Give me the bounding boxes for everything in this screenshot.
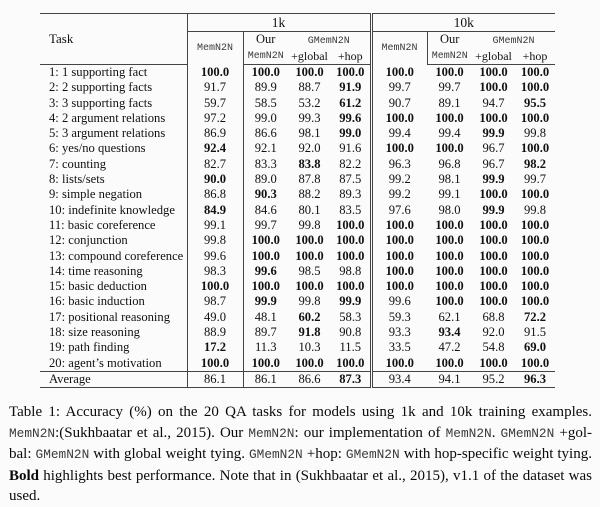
model-name-text: GMemN2N [35, 447, 90, 462]
value-cell: 93.4 [438, 325, 461, 340]
value-cell: 100.0 [371, 233, 427, 248]
value-cell: 100.0 [479, 217, 508, 232]
value-cell: 91.5 [523, 325, 547, 340]
results-table [40, 13, 555, 388]
value-cell: 90.8 [331, 325, 371, 340]
value-cell: 99.8 [523, 126, 547, 141]
value-cell: 96.7 [482, 156, 505, 171]
table-row [40, 218, 555, 233]
average-row [40, 371, 555, 387]
task-cell: 12: conjunction [40, 233, 187, 248]
value-cell: 87.8 [298, 172, 321, 187]
task-cell: 8: lists/sets [40, 172, 187, 187]
value-cell: 96.3 [515, 371, 555, 387]
value-cell: 99.7 [523, 172, 547, 187]
task-cell: 5: 3 argument relations [40, 126, 187, 141]
value-cell: 99.6 [331, 111, 371, 126]
value-cell: 98.8 [331, 264, 371, 279]
value-cell: 100.0 [435, 355, 464, 370]
value-cell: 99.1 [187, 218, 243, 233]
value-cell: 100.0 [295, 279, 324, 294]
caption-text: : our implementation of [294, 424, 446, 441]
value-cell: 99.8 [298, 294, 321, 309]
value-cell: 98.0 [438, 202, 461, 217]
value-cell: 88.9 [187, 325, 243, 340]
value-cell: 99.9 [482, 202, 505, 217]
value-cell: 99.7 [254, 217, 277, 232]
value-cell: 93.3 [371, 325, 427, 340]
value-cell: 92.0 [482, 325, 505, 340]
value-cell: 100.0 [187, 65, 243, 81]
value-cell: 86.1 [187, 371, 243, 387]
value-cell: 54.8 [482, 340, 505, 355]
column-header-hop-1k: +hop [331, 48, 371, 65]
task-cell: 11: basic coreference [40, 218, 187, 233]
value-cell: 86.6 [288, 371, 331, 387]
column-header-gmemn2n-1k: GMemN2N [288, 32, 371, 49]
table-row [40, 203, 555, 218]
value-cell: 97.6 [371, 203, 427, 218]
value-cell: 99.9 [482, 172, 505, 187]
value-cell: 100.0 [371, 218, 427, 233]
value-cell: 89.7 [254, 325, 277, 340]
value-cell: 61.2 [331, 96, 371, 111]
header-row-groups [40, 14, 555, 32]
value-cell: 96.8 [438, 156, 461, 171]
caption-line [9, 423, 592, 445]
value-cell: 100.0 [295, 248, 324, 263]
value-cell: 100.0 [479, 110, 508, 125]
value-cell: 98.5 [298, 263, 321, 278]
caption-line [9, 402, 592, 423]
value-cell: 100.0 [371, 141, 427, 156]
table-row [40, 141, 555, 156]
value-cell: 99.8 [298, 217, 321, 232]
task-cell: 19: path finding [40, 340, 187, 355]
value-cell: 99.3 [298, 110, 321, 125]
value-cell: 98.1 [298, 126, 321, 141]
table-row [40, 126, 555, 141]
value-cell: 83.5 [331, 203, 371, 218]
value-cell: 96.7 [482, 141, 505, 156]
table-body [40, 65, 555, 388]
table-row [40, 279, 555, 294]
value-cell: 100.0 [520, 355, 550, 370]
table-row [40, 325, 555, 340]
value-cell: 100.0 [479, 355, 508, 370]
value-cell: 83.8 [298, 156, 321, 171]
column-header-memn2n-10k: MemN2N [371, 32, 427, 65]
value-cell: 100.0 [520, 294, 550, 309]
value-cell: 68.8 [482, 309, 505, 324]
value-cell: 100.0 [187, 356, 243, 372]
value-cell: 100.0 [331, 233, 371, 248]
value-cell: 100.0 [479, 294, 508, 309]
value-cell: 82.7 [187, 157, 243, 172]
task-cell: 14: time reasoning [40, 264, 187, 279]
value-cell: 89.0 [254, 172, 277, 187]
value-cell: 100.0 [251, 248, 280, 263]
value-cell: 49.0 [187, 310, 243, 325]
column-header-global-10k: +global [472, 48, 515, 65]
value-cell: 100.0 [435, 110, 464, 125]
value-cell: 84.9 [187, 203, 243, 218]
value-cell: 100.0 [187, 279, 243, 294]
caption-text: with global weight tying. [89, 446, 249, 462]
value-cell: 86.8 [187, 187, 243, 202]
model-name-text: MemN2N [9, 425, 56, 441]
value-cell: 88.2 [298, 187, 321, 202]
value-cell: 100.0 [331, 249, 371, 264]
value-cell: 80.1 [298, 202, 321, 217]
value-cell: 100.0 [331, 218, 371, 233]
value-cell: 98.1 [438, 172, 461, 187]
table-row [40, 294, 555, 309]
value-cell: 100.0 [479, 263, 508, 278]
column-header-our-sub-1k: MemN2N [243, 48, 288, 65]
value-cell: 47.2 [438, 340, 461, 355]
value-cell: 99.6 [187, 249, 243, 264]
task-cell: 15: basic deduction [40, 279, 187, 294]
task-cell: 7: counting [40, 157, 187, 172]
value-cell: 91.9 [331, 80, 371, 95]
table-row [40, 356, 555, 372]
value-cell: 100.0 [371, 249, 427, 264]
value-cell: 100.0 [479, 80, 508, 95]
value-cell: 93.4 [371, 371, 427, 387]
value-cell: 99.6 [254, 263, 277, 278]
value-cell: 100.0 [435, 65, 464, 79]
value-cell: 87.3 [331, 371, 371, 387]
value-cell: 99.9 [331, 294, 371, 309]
model-name-text: GMemN2N [500, 425, 555, 441]
value-cell: 100.0 [479, 187, 508, 202]
value-cell: 48.1 [254, 309, 277, 324]
value-cell: 100.0 [295, 65, 324, 79]
value-cell: 99.8 [523, 202, 547, 217]
value-cell: 89.1 [438, 95, 461, 110]
value-cell: 97.2 [187, 111, 243, 126]
value-cell: 100.0 [520, 279, 550, 294]
value-cell: 10.3 [298, 340, 321, 355]
column-header-task: Task [40, 14, 187, 65]
value-cell: 100.0 [520, 65, 550, 79]
table-row [40, 340, 555, 355]
value-cell: 90.3 [254, 187, 277, 202]
value-cell: 86.9 [187, 126, 243, 141]
value-cell: 100.0 [371, 111, 427, 126]
value-cell: 83.3 [254, 156, 277, 171]
value-cell: 100.0 [251, 279, 280, 294]
caption-line [9, 444, 592, 466]
value-cell: 99.0 [254, 110, 277, 125]
value-cell: 91.8 [298, 325, 321, 340]
value-cell: 99.9 [482, 126, 505, 141]
task-cell: 6: yes/no questions [40, 141, 187, 156]
value-cell: 100.0 [435, 248, 464, 263]
column-group-10k: 10k [371, 14, 555, 32]
column-header-global-1k: +global [288, 48, 331, 65]
value-cell: 11.3 [254, 340, 277, 355]
table-row [40, 249, 555, 264]
value-cell: 100.0 [479, 248, 508, 263]
table-row [40, 65, 555, 81]
value-cell: 99.2 [371, 172, 427, 187]
value-cell: 100.0 [371, 65, 427, 81]
value-cell: 100.0 [251, 355, 280, 370]
value-cell: 86.1 [243, 371, 288, 387]
value-cell: 98.3 [187, 264, 243, 279]
value-cell: 99.1 [438, 187, 461, 202]
value-cell: 100.0 [520, 217, 550, 232]
value-cell: 86.6 [254, 126, 277, 141]
value-cell: 99.9 [254, 294, 277, 309]
column-header-memn2n-1k: MemN2N [187, 32, 243, 65]
value-cell: 99.8 [187, 233, 243, 248]
value-cell: 90.7 [371, 96, 427, 111]
model-name-text: MemN2N [445, 425, 492, 441]
value-cell: 87.5 [331, 172, 371, 187]
results-table-wrapper [40, 13, 555, 388]
value-cell: 91.6 [331, 141, 371, 156]
task-cell: 9: simple negation [40, 187, 187, 202]
value-cell: 100.0 [371, 356, 427, 372]
value-cell: 82.2 [331, 157, 371, 172]
table-row [40, 172, 555, 187]
value-cell: 100.0 [435, 141, 464, 156]
value-cell: 92.0 [298, 141, 321, 156]
caption-text: +gol- [554, 424, 593, 441]
value-cell: 90.0 [187, 172, 243, 187]
value-cell: 94.1 [427, 371, 472, 387]
caption-text: Bold [9, 467, 40, 484]
caption-text: . [491, 424, 501, 441]
value-cell: 92.4 [187, 141, 243, 156]
value-cell: 100.0 [520, 141, 550, 156]
value-cell: 99.4 [438, 126, 461, 141]
table-row [40, 80, 555, 95]
value-cell: 89.9 [254, 80, 277, 95]
value-cell: 100.0 [331, 279, 371, 294]
value-cell: 100.0 [435, 279, 464, 294]
table-row [40, 96, 555, 111]
column-group-1k: 1k [187, 14, 371, 32]
value-cell: 100.0 [371, 279, 427, 294]
value-cell: 98.7 [187, 294, 243, 309]
task-cell: 13: compound coreference [40, 249, 187, 264]
task-cell: 16: basic induction [40, 294, 187, 309]
value-cell: 59.7 [187, 96, 243, 111]
task-cell: 10: indefinite knowledge [40, 203, 187, 218]
value-cell: 99.4 [371, 126, 427, 141]
value-cell: 59.3 [371, 310, 427, 325]
value-cell: 100.0 [520, 248, 550, 263]
model-name-text: GMemN2N [248, 447, 303, 462]
value-cell: 100.0 [331, 356, 371, 372]
value-cell: 94.7 [482, 95, 505, 110]
value-cell: 100.0 [251, 65, 280, 79]
model-name-text: GMemN2N [345, 447, 400, 462]
value-cell: 100.0 [435, 217, 464, 232]
column-header-our-sub-10k: MemN2N [427, 48, 472, 65]
value-cell: 60.2 [298, 309, 321, 324]
value-cell: 100.0 [435, 233, 464, 248]
value-cell: 89.3 [331, 187, 371, 202]
column-header-our-1k: Our [256, 32, 276, 46]
task-cell: 4: 2 argument relations [40, 111, 187, 126]
value-cell: 100.0 [520, 233, 550, 248]
value-cell: 99.6 [371, 294, 427, 309]
caption-text: Table 1: Accuracy (%) on the 20 QA tasks for models using 1k and 10k training examples. [9, 404, 592, 420]
value-cell: 99.2 [371, 187, 427, 202]
value-cell: 33.5 [371, 340, 427, 355]
value-cell: 100.0 [251, 233, 280, 248]
task-cell: 18: size reasoning [40, 325, 187, 340]
caption-text: highlights best performance. Note that in (Sukhbaatar et al., 2015), v1.1 of the dataset was used. [9, 467, 592, 504]
value-cell: 96.3 [371, 157, 427, 172]
value-cell: 100.0 [295, 355, 324, 370]
task-cell: 2: 2 supporting facts [40, 80, 187, 95]
caption-line [9, 466, 592, 507]
value-cell: 88.7 [298, 80, 321, 95]
caption-text: bal: [9, 446, 36, 462]
value-cell: 100.0 [520, 187, 550, 202]
task-cell: 17: positional reasoning [40, 310, 187, 325]
task-cell: 20: agent’s motivation [40, 356, 187, 372]
value-cell: 84.6 [254, 202, 277, 217]
value-cell: 58.5 [254, 95, 277, 110]
caption-text: +hop: [302, 446, 346, 462]
caption-text: with hop-specific weight tying. [399, 446, 592, 462]
model-name-text: MemN2N [248, 425, 295, 441]
value-cell: 91.7 [187, 80, 243, 95]
value-cell: 17.2 [187, 340, 243, 355]
column-header-hop-10k: +hop [515, 48, 555, 65]
value-cell: 100.0 [520, 110, 550, 125]
value-cell: 95.5 [523, 95, 547, 110]
value-cell: 92.1 [254, 141, 277, 156]
value-cell: 100.0 [371, 264, 427, 279]
value-cell: 98.2 [523, 156, 547, 171]
value-cell: 72.2 [523, 309, 547, 324]
value-cell: 100.0 [479, 279, 508, 294]
task-cell: 3: 3 supporting facts [40, 96, 187, 111]
value-cell: 100.0 [435, 263, 464, 278]
value-cell: 99.7 [438, 80, 461, 95]
value-cell: 100.0 [295, 233, 324, 248]
column-header-gmemn2n-10k: GMemN2N [492, 36, 535, 47]
task-cell: Average [40, 371, 187, 387]
table-row [40, 264, 555, 279]
value-cell: 95.2 [472, 371, 515, 387]
value-cell: 99.7 [371, 80, 427, 95]
value-cell: 99.0 [331, 126, 371, 141]
value-cell: 100.0 [520, 263, 550, 278]
value-cell: 100.0 [479, 233, 508, 248]
value-cell: 11.5 [331, 340, 371, 355]
table-row [40, 310, 555, 325]
value-cell: 53.2 [298, 95, 321, 110]
table-row [40, 111, 555, 126]
value-cell: 100.0 [435, 294, 464, 309]
value-cell: 62.1 [438, 309, 461, 324]
table-row [40, 233, 555, 248]
value-cell: 100.0 [520, 80, 550, 95]
table-caption [9, 402, 592, 507]
value-cell: 69.0 [523, 340, 547, 355]
value-cell: 100.0 [479, 65, 508, 79]
column-header-our-10k: Our [440, 32, 460, 46]
value-cell: 100.0 [331, 65, 371, 81]
table-row [40, 187, 555, 202]
value-cell: 58.3 [331, 310, 371, 325]
task-cell: 1: 1 supporting fact [40, 65, 187, 81]
table-row [40, 157, 555, 172]
caption-text: :(Sukhbaatar et al., 2015). Our [55, 424, 249, 441]
